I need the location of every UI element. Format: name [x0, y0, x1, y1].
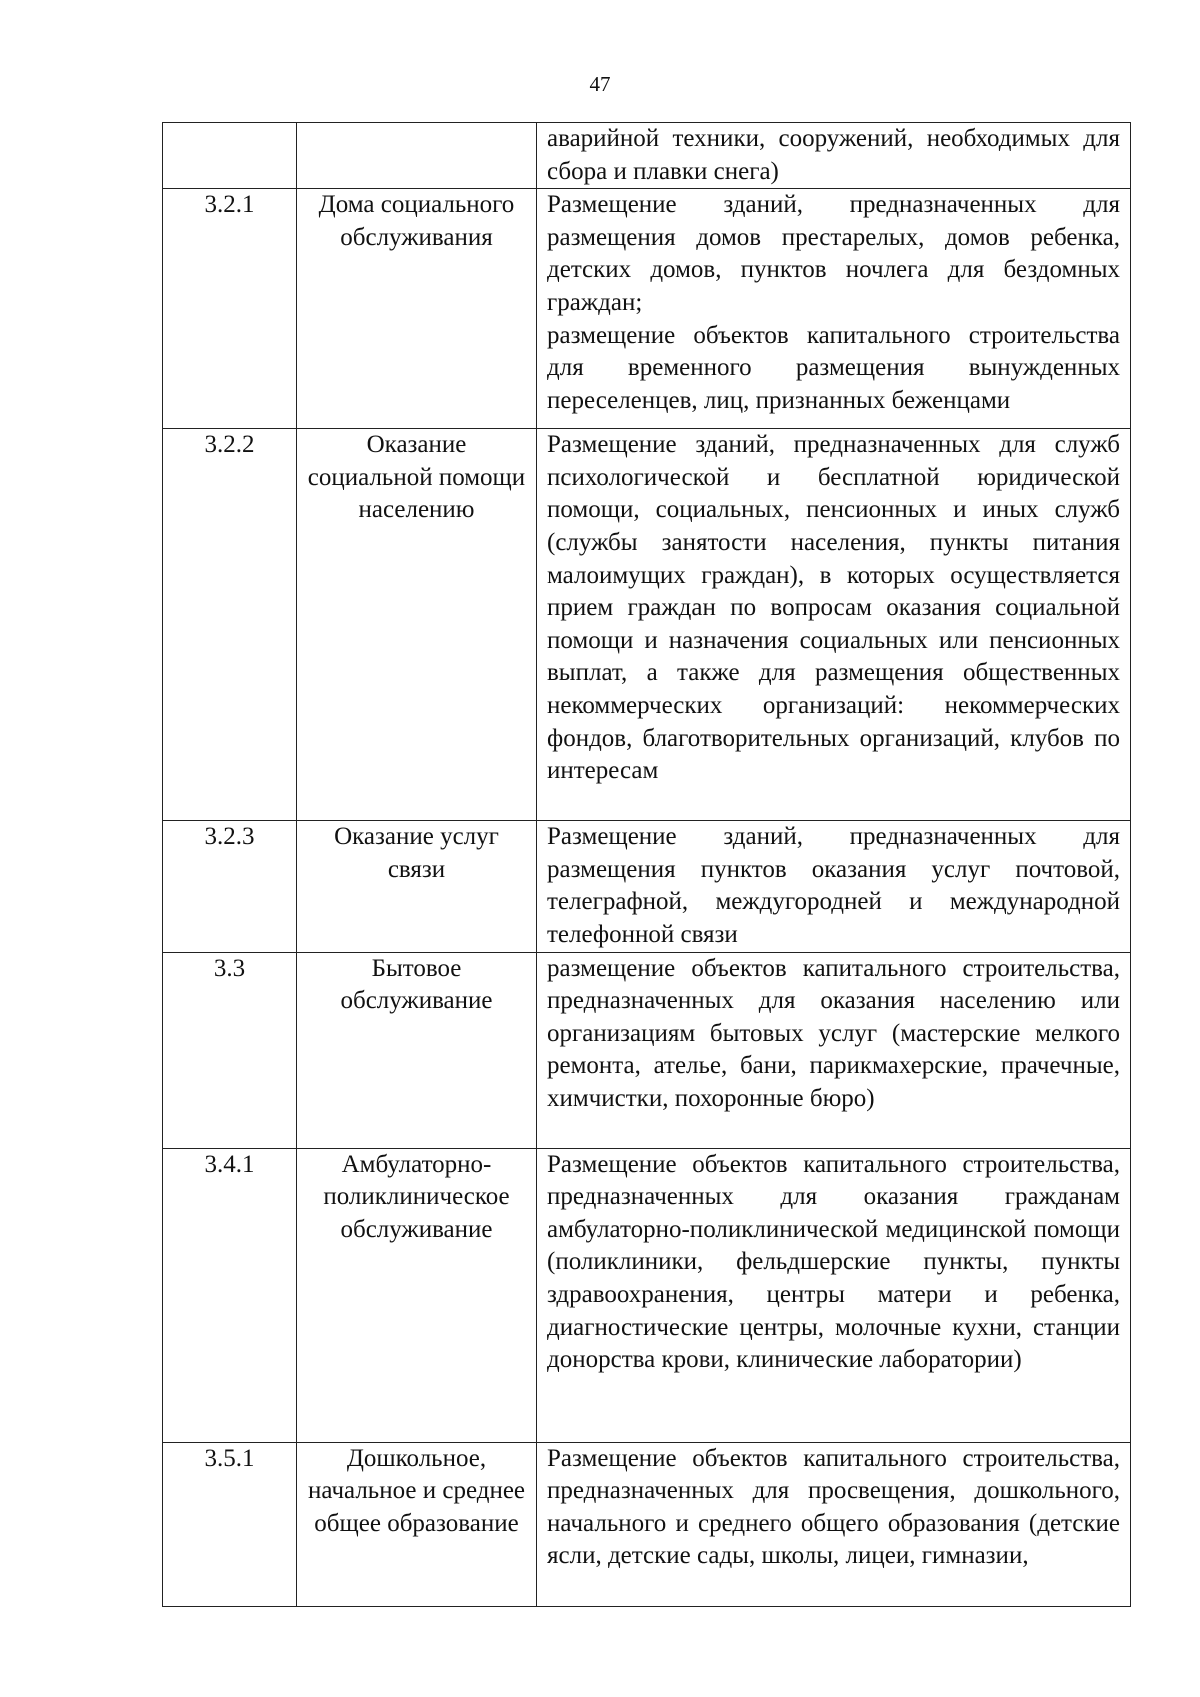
table-row: [163, 123, 1131, 189]
land-use-table: [162, 122, 1131, 1607]
row-description: [537, 821, 1131, 952]
description-paragraph: аварийной техники, сооружений, необходимых для сбора и плавки снега): [547, 125, 1120, 185]
description-paragraph: Размещение зданий, предназначенных для размещения пунктов оказания услуг почтовой, телеграфной, междугородней и международной телефонной связи: [547, 823, 1120, 948]
table-row: [163, 952, 1131, 1148]
row-description: [537, 1442, 1131, 1606]
row-name: Бытовое обслуживание: [297, 952, 537, 1148]
row-description: [537, 1148, 1131, 1442]
row-name: [297, 123, 537, 189]
description-paragraph: Размещение объектов капитального строительства, предназначенных для просвещения, дошкольного, начального и среднего общего образования (детские ясли, детские сады, школы, лицеи, гимназии,: [547, 1444, 1120, 1570]
row-description: [537, 429, 1131, 821]
description-paragraph: Размещение зданий, предназначенных для размещения домов престарелых, домов ребенка, детских домов, пунктов ночлега для бездомных граждан;: [547, 191, 1120, 316]
table-row: [163, 1442, 1131, 1606]
row-name: Амбулаторно-поликлиническое обслуживание: [297, 1148, 537, 1442]
table-row: [163, 189, 1131, 429]
table-row: [163, 1148, 1131, 1442]
row-description: [537, 189, 1131, 429]
row-code: 3.5.1: [163, 1442, 297, 1606]
row-name: Оказание социальной помощи населению: [297, 429, 537, 821]
row-name: Дошкольное, начальное и среднее общее образование: [297, 1442, 537, 1606]
row-code: 3.3: [163, 952, 297, 1148]
description-paragraph: Размещение объектов капитального строительства, предназначенных для оказания гражданам амбулаторно-поликлинической медицинской помощи (поликлиники, фельдшерские пункты, пункты здравоохранения, центры матери и ребенка, диагностические центры, молочные кухни, станции донорства крови, клинические лаборатории): [547, 1150, 1120, 1374]
row-code: 3.4.1: [163, 1148, 297, 1442]
row-code: 3.2.3: [163, 821, 297, 952]
row-description: [537, 123, 1131, 189]
table-row: [163, 429, 1131, 821]
description-paragraph: размещение объектов капитального строительства для временного размещения вынужденных переселенцев, лиц, признанных беженцами: [547, 321, 1120, 414]
row-name: Дома социального обслуживания: [297, 189, 537, 429]
row-code: [163, 123, 297, 189]
row-code: 3.2.1: [163, 189, 297, 429]
description-paragraph: размещение объектов капитального строительства, предназначенных для оказания населению или организациям бытовых услуг (мастерские мелкого ремонта, ателье, бани, парикмахерские, прачечные, химчистки, похоронные бюро): [547, 954, 1120, 1112]
row-code: 3.2.2: [163, 429, 297, 821]
description-paragraph: Размещение зданий, предназначенных для служб психологической и бесплатной юридической помощи, социальных, пенсионных и иных служб (службы занятости населения, пункты питания малоимущих граждан), в которых осуществляется прием граждан по вопросам оказания социальной помощи и назначения социальных или пенсионных выплат, а также для размещения общественных некоммерческих организаций: некоммерческих фондов, благотворительных организаций, клубов по интересам: [547, 431, 1120, 785]
row-description: [537, 952, 1131, 1148]
page-number: 47: [589, 72, 611, 96]
row-name: Оказание услуг связи: [297, 821, 537, 952]
table-row: [163, 821, 1131, 952]
